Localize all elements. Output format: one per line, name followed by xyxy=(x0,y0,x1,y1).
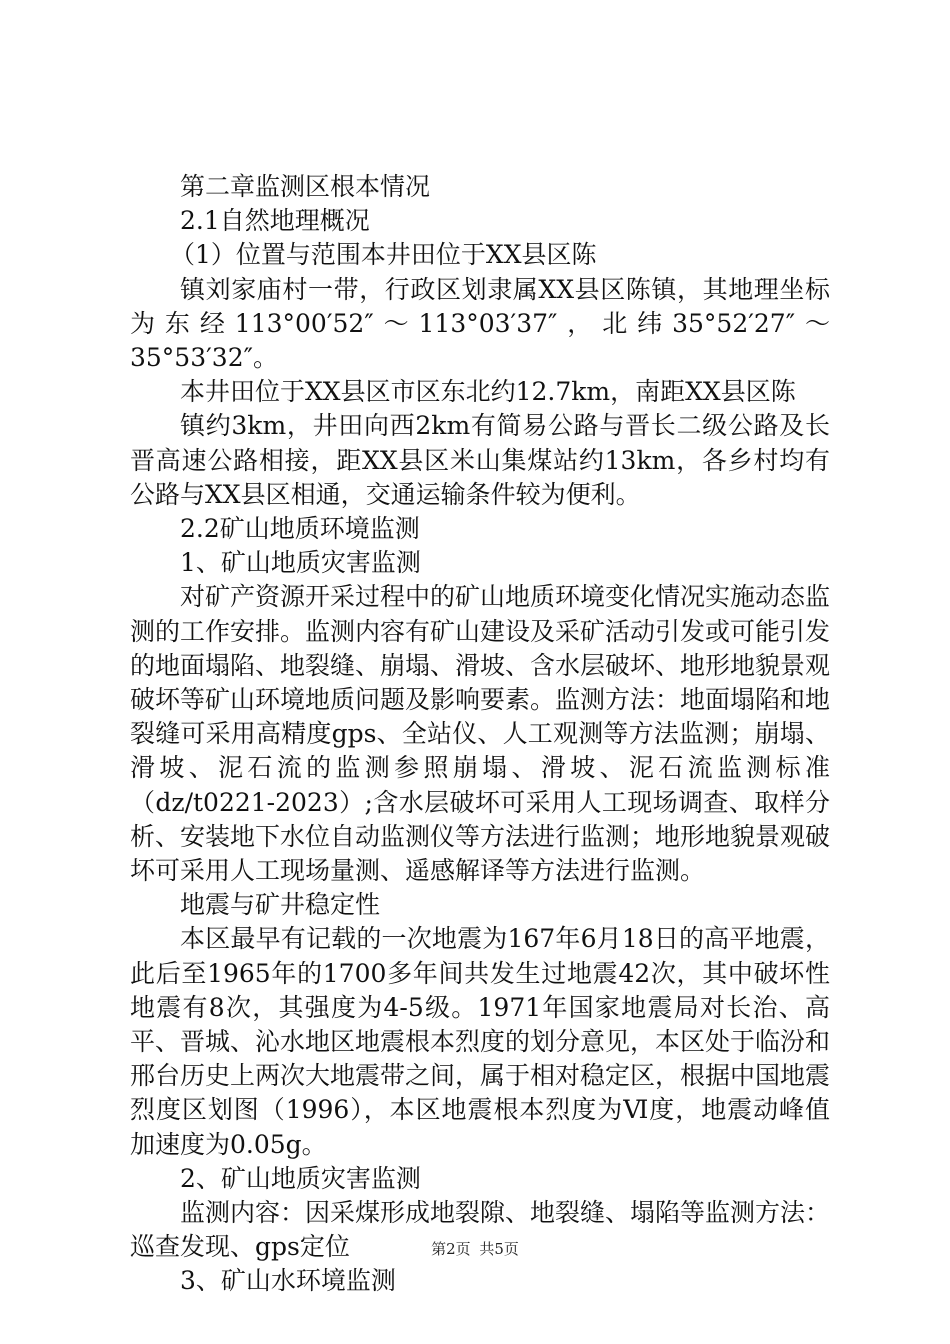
monitoring-paragraph: 对矿产资源开采过程中的矿山地质环境变化情况实施动态监测的工作安排。监测内容有矿山建设及采矿活动引发或可能引发的地面塌陷、地裂缝、崩塌、滑坡、含水层破坏、地形地貌景观破坏等矿山环境地质问题及影响要素。监测方法：地面塌陷和地裂缝可采用高精度gps、全站仪、人工观测等方法监测；崩塌、滑坡、泥石流的监测参照崩塌、滑坡、泥石流监测标准（dz/t0221-2023）;含水层破坏可采用人工现场调查、取样分析、安装地下水位自动监测仪等方法进行监测；地形地貌景观破坏可采用人工现场量测、遥感解译等方法进行监测。 xyxy=(130,582,831,885)
page-number: 第2页 xyxy=(431,1240,471,1258)
section-heading-2-2: 2.2矿山地质环境监测 xyxy=(180,513,420,543)
earthquake-paragraph: 本区最早有记载的一次地震为167年6月18日的高平地震，此后至1965年的1700多年间共发生过地震42次，其中破坏性地震有8次，其强度为4-5级。1971年国家地震局对长治、高平、晋城、沁水地区地震根本烈度的划分意见，本区处于临汾和邢台历史上两次大地震带之间，属于相对稳定区，根据中国地震烈度区划图（1996），本区地震根本烈度为Ⅵ度，地震动峰值加速度为0.05g。 xyxy=(130,924,831,1159)
page-footer xyxy=(0,1238,950,1259)
page-total: 共5页 xyxy=(479,1240,519,1258)
distance-line: 本井田位于XX县区市区东北约12.7km，南距XX县区陈 xyxy=(180,377,796,407)
location-heading: （1）位置与范围本井田位于XX县区陈 xyxy=(170,240,597,270)
subheading-water-environment: 3、矿山水环境监测 xyxy=(180,1266,396,1296)
subheading-geological-hazard-1: 1、矿山地质灾害监测 xyxy=(180,548,421,578)
location-paragraph: 镇刘家庙村一带，行政区划隶属XX县区陈镇，其地理坐标为东经113°00′52″～113°03′37″，北纬35°52′27″～35°53′32″。 xyxy=(130,274,830,372)
hazard-monitoring-paragraph: 监测内容：因采煤形成地裂隙、地裂缝、塌陷等监测方法：巡查发现、gps定位 xyxy=(130,1197,831,1262)
document-body xyxy=(130,170,830,1299)
section-heading-2-1: 2.1自然地理概况 xyxy=(180,206,370,236)
earthquake-heading: 地震与矿井稳定性 xyxy=(180,890,381,920)
chapter-title: 第二章监测区根本情况 xyxy=(180,172,431,201)
traffic-paragraph: 镇约3km，井田向西2km有简易公路与晋长二级公路及长晋高速公路相接，距XX县区米山集煤站约13km，各乡村均有公路与XX县区相通，交通运输条件较为便利。 xyxy=(130,411,830,509)
subheading-geological-hazard-2: 2、矿山地质灾害监测 xyxy=(180,1163,421,1193)
